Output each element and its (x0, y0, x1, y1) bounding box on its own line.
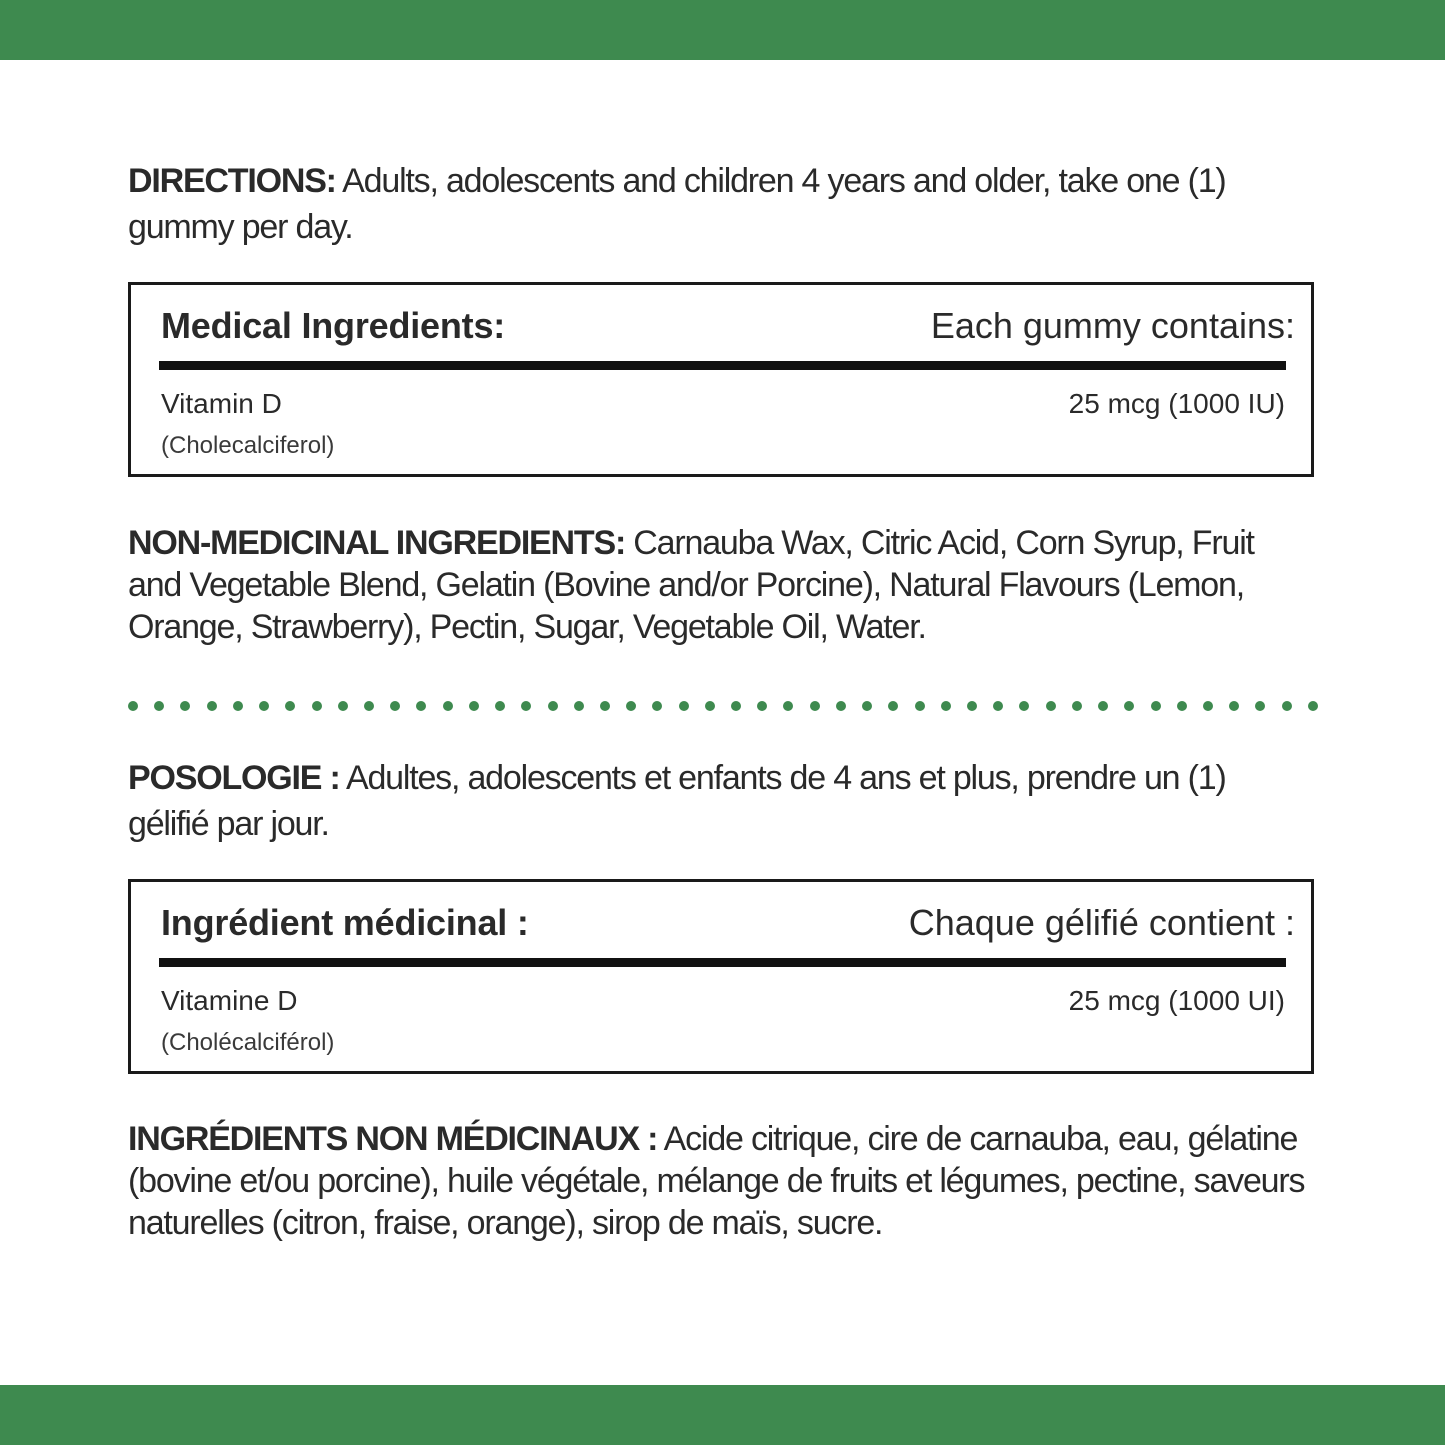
separator-dot (154, 701, 164, 711)
separator-dot (1098, 701, 1108, 711)
separator-dot (521, 701, 531, 711)
separator-dot (862, 701, 872, 711)
non-medicinal-en-label: NON-MEDICINAL INGREDIENTS: (128, 524, 626, 562)
ingredient-name-en: Vitamin D (161, 388, 282, 419)
medical-ingredients-title-en: Medical Ingredients: (161, 305, 506, 346)
ingredient-amount-en: 25 mcg (1000 IU) (1068, 388, 1285, 419)
ingredient-name-fr: Vitamine D (161, 985, 298, 1016)
separator-dot (1019, 701, 1029, 711)
separator-dot (312, 701, 322, 711)
non-medicinal-fr (128, 1118, 1313, 1244)
separator-dot (626, 701, 636, 711)
header-rule-fr (159, 958, 1286, 967)
separator-dot (1177, 701, 1187, 711)
separator-dot (1308, 701, 1318, 711)
directions-en-label: DIRECTIONS: (128, 162, 336, 200)
separator-dot (548, 701, 558, 711)
separator-dot (1203, 701, 1213, 711)
separator-dot (783, 701, 793, 711)
separator-dot (1151, 701, 1161, 711)
ingredient-source-en: (Cholecalciferol) (161, 432, 335, 459)
separator-dot (915, 701, 925, 711)
directions-fr-label: POSOLOGIE : (128, 759, 340, 797)
separator-dot (993, 701, 1003, 711)
separator-dot (207, 701, 217, 711)
separator-dot (128, 701, 138, 711)
separator-dot (705, 701, 715, 711)
separator-dot (1124, 701, 1134, 711)
medical-ingredients-title-fr: Ingrédient médicinal : (161, 902, 529, 943)
separator-dot (443, 701, 453, 711)
separator-dot (757, 701, 767, 711)
separator-dot (338, 701, 348, 711)
non-medicinal-en-text: Carnauba Wax, Citric Acid, Corn Syrup, Fruit and Vegetable Blend, Gelatin (Bovine and/or Porcine), Natural Flavours (Lemon, Orange, Strawberry), Pectin, Sugar, Vegetable Oil, Water. (128, 524, 1254, 646)
separator-dot (679, 701, 689, 711)
separator-dot (836, 701, 846, 711)
directions-en-text: Adults, adolescents and children 4 years and older, take one (1) gummy per day. (128, 162, 1226, 246)
separator-dot (364, 701, 374, 711)
header-rule-en (159, 361, 1286, 370)
separator-dot (600, 701, 610, 711)
separator-dot (495, 701, 505, 711)
separator-dot (1255, 701, 1265, 711)
separator-dot (416, 701, 426, 711)
separator-dot (731, 701, 741, 711)
separator-dot (888, 701, 898, 711)
separator-dot (259, 701, 269, 711)
per-unit-label-fr: Chaque gélifié contient : (908, 902, 1295, 943)
per-unit-label-en: Each gummy contains: (930, 305, 1295, 346)
top-green-band (0, 0, 1445, 60)
bottom-green-band (0, 1385, 1445, 1445)
non-medicinal-fr-label: INGRÉDIENTS NON MÉDICINAUX : (128, 1120, 658, 1158)
separator-dot (285, 701, 295, 711)
separator-dot (233, 701, 243, 711)
separator-dot (469, 701, 479, 711)
ingredient-source-fr: (Cholécalciférol) (161, 1029, 335, 1056)
separator-dot (1282, 701, 1292, 711)
separator-dot (941, 701, 951, 711)
medical-ingredients-box-en (128, 282, 1314, 477)
separator-dot (652, 701, 662, 711)
separator-dot (1046, 701, 1056, 711)
dotted-separator (128, 700, 1318, 712)
separator-dot (1229, 701, 1239, 711)
separator-dot (1072, 701, 1082, 711)
directions-en (128, 158, 1313, 250)
separator-dot (574, 701, 584, 711)
separator-dot (810, 701, 820, 711)
directions-fr (128, 755, 1313, 847)
ingredient-amount-fr: 25 mcg (1000 UI) (1068, 985, 1285, 1016)
medical-ingredients-box-fr (128, 879, 1314, 1074)
separator-dot (967, 701, 977, 711)
separator-dot (390, 701, 400, 711)
separator-dot (180, 701, 190, 711)
directions-fr-text: Adultes, adolescents et enfants de 4 ans et plus, prendre un (1) gélifié par jour. (128, 759, 1226, 843)
non-medicinal-fr-text: Acide citrique, cire de carnauba, eau, gélatine (bovine et/ou porcine), huile végétale, mélange de fruits et légumes, pectine, saveurs naturelles (citron, fraise, orange), sirop de maïs, sucre. (128, 1120, 1305, 1242)
non-medicinal-en (128, 522, 1313, 648)
